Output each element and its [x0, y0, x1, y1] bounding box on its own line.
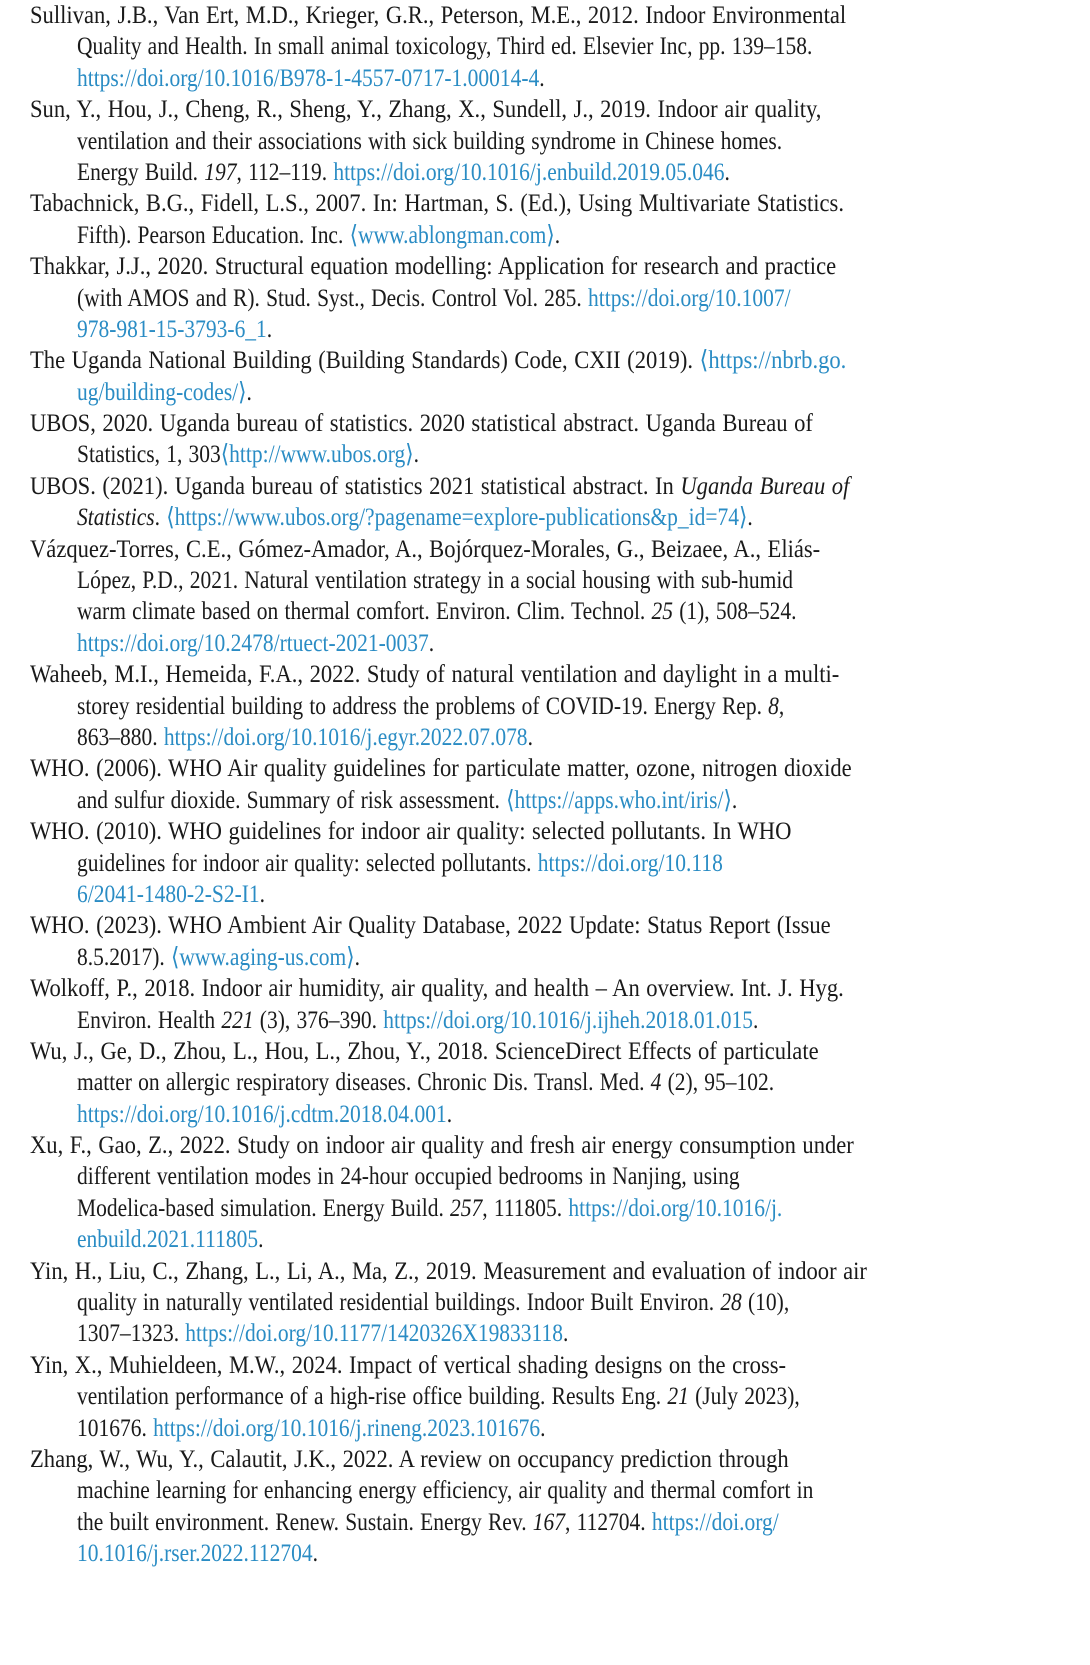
reference-italic-text: 28	[720, 1289, 742, 1317]
reference-continuation-line	[77, 848, 1007, 879]
reference-first-line	[30, 1444, 1007, 1475]
reference-text: Statistics, 1, 303	[77, 441, 221, 469]
reference-continuation-line	[77, 1161, 1007, 1192]
reference-text: .	[724, 158, 730, 186]
reference-entry	[0, 0, 1090, 94]
reference-continuation-line	[77, 1005, 1007, 1036]
reference-continuation-line	[77, 377, 1007, 408]
reference-text: Fifth). Pearson Education. Inc.	[77, 221, 350, 249]
reference-continuation-line	[77, 1287, 1007, 1318]
reference-first-line	[30, 659, 1007, 690]
reference-italic-text: 167	[532, 1508, 566, 1536]
reference-entry	[0, 408, 1090, 471]
reference-text: .	[731, 786, 738, 814]
reference-text: UBOS. (2021). Uganda bureau of statistics 2021 statistical abstract. In	[30, 472, 681, 500]
reference-continuation-line	[77, 126, 1007, 157]
reference-text: , 112–119.	[236, 158, 334, 186]
reference-text: López, P.D., 2021. Natural ventilation strategy in a social housing with sub-humid	[77, 567, 794, 595]
reference-link[interactable]: 978-981-15-3793-6_1	[77, 315, 267, 343]
reference-italic-text: 257	[450, 1194, 483, 1222]
reference-continuation-line	[77, 879, 1007, 910]
reference-link[interactable]: https://doi.org/10.1177/1420326X19833118	[185, 1320, 563, 1348]
reference-entry	[0, 973, 1090, 1036]
reference-text: .	[154, 504, 167, 532]
reference-text: .	[266, 315, 273, 343]
reference-text: .	[747, 504, 753, 532]
reference-continuation-line	[77, 1475, 1007, 1506]
reference-first-line	[30, 910, 1007, 941]
reference-link[interactable]: https://doi.org/10.1016/B978-1-4557-0717-1.00014-4	[77, 64, 540, 92]
reference-entry	[0, 910, 1090, 973]
reference-entry	[0, 94, 1090, 188]
reference-link[interactable]: ⟨www.aging-us.com⟩	[170, 943, 355, 971]
reference-first-line	[30, 1130, 1007, 1161]
reference-link[interactable]: https://doi.org/10.1016/j.	[568, 1194, 783, 1222]
reference-first-line	[30, 471, 1007, 502]
reference-text: and sulfur dioxide. Summary of risk assessment.	[77, 786, 507, 814]
reference-text: ventilation performance of a high-rise office building. Results Eng.	[77, 1383, 668, 1411]
reference-text: , 112704.	[565, 1508, 652, 1536]
reference-continuation-line	[77, 691, 1007, 722]
reference-text: .	[312, 1540, 318, 1568]
reference-link[interactable]: https://doi.org/10.1007/	[588, 284, 791, 312]
reference-entry	[0, 1350, 1090, 1444]
reference-link[interactable]: https://doi.org/10.1016/j.rineng.2023.101676	[153, 1414, 541, 1442]
reference-italic-text: 8	[768, 692, 779, 720]
reference-text: .	[258, 1226, 264, 1254]
reference-continuation-line	[77, 722, 1007, 753]
reference-link[interactable]: ⟨https://nbrb.go.	[699, 347, 847, 375]
reference-text: (10),	[741, 1289, 790, 1317]
reference-entry	[0, 1036, 1090, 1130]
reference-continuation-line	[77, 596, 1007, 627]
reference-text: .	[446, 1100, 453, 1128]
reference-text: (1), 508–524.	[673, 598, 797, 626]
reference-entry	[0, 345, 1090, 408]
reference-link[interactable]: https://doi.org/10.1016/j.egyr.2022.07.078	[163, 723, 528, 751]
reference-text: Yin, X., Muhieldeen, M.W., 2024. Impact of vertical shading designs on the cross-	[30, 1351, 787, 1379]
reference-text: Sullivan, J.B., Van Ert, M.D., Krieger, G.R., Peterson, M.E., 2012. Indoor Environmental	[30, 2, 847, 29]
reference-link[interactable]: ⟨https://www.ubos.org/?pagename=explore-publications&p_id=74⟩	[166, 504, 748, 532]
reference-text: 8.5.2017).	[77, 943, 171, 971]
reference-text: 1307–1323.	[77, 1320, 186, 1348]
reference-continuation-line	[77, 785, 1007, 816]
reference-first-line	[30, 534, 1007, 565]
reference-italic-text: 197	[204, 158, 237, 186]
reference-continuation-line	[77, 31, 1007, 62]
reference-text: ,	[778, 692, 785, 720]
reference-continuation-line	[77, 502, 1007, 533]
reference-continuation-line	[77, 565, 1007, 596]
reference-text: .	[246, 378, 252, 406]
reference-first-line	[30, 188, 1007, 219]
reference-continuation-line	[77, 1507, 1007, 1538]
reference-link[interactable]: ⟨https://apps.who.int/iris/⟩	[506, 786, 732, 814]
reference-first-line	[30, 1256, 1007, 1287]
reference-entry	[0, 816, 1090, 910]
reference-first-line	[30, 1350, 1007, 1381]
reference-italic-text: 21	[667, 1383, 689, 1411]
reference-text: quality in naturally ventilated residential buildings. Indoor Built Environ.	[77, 1289, 721, 1317]
reference-italic-text: Uganda Bureau of	[680, 472, 850, 500]
reference-text: .	[540, 1414, 546, 1442]
reference-continuation-line	[77, 157, 1007, 188]
reference-text: 863–880.	[77, 723, 164, 751]
reference-entry	[0, 534, 1090, 660]
reference-continuation-line	[77, 1224, 1007, 1255]
reference-first-line	[30, 345, 1007, 376]
reference-text: Wu, J., Ge, D., Zhou, L., Hou, L., Zhou, Y., 2018. ScienceDirect Effects of particulate	[30, 1037, 819, 1065]
reference-entry	[0, 1256, 1090, 1350]
reference-continuation-line	[77, 1413, 1007, 1444]
reference-link[interactable]: enbuild.2021.111805	[77, 1226, 259, 1254]
reference-text: Modelica-based simulation. Energy Build.	[77, 1194, 451, 1222]
reference-text: (with AMOS and R). Stud. Syst., Decis. Control Vol. 285.	[77, 284, 589, 312]
reference-text: (July 2023),	[688, 1383, 800, 1411]
reference-continuation-line	[77, 63, 1007, 94]
reference-italic-text: Statistics	[77, 504, 155, 532]
reference-text: , 111805.	[482, 1194, 569, 1222]
reference-first-line	[30, 408, 1007, 439]
reference-text: WHO. (2006). WHO Air quality guidelines for particulate matter, ozone, nitrogen dioxide	[30, 755, 852, 783]
reference-first-line	[30, 94, 1007, 125]
reference-text: .	[539, 64, 545, 92]
reference-continuation-line	[77, 220, 1007, 251]
reference-entry	[0, 471, 1090, 534]
reference-continuation-line	[77, 314, 1007, 345]
reference-text: UBOS, 2020. Uganda bureau of statistics. 2020 statistical abstract. Uganda Bureau of	[30, 410, 813, 438]
reference-continuation-line	[77, 1318, 1007, 1349]
reference-first-line	[30, 816, 1007, 847]
reference-text: Thakkar, J.J., 2020. Structural equation modelling: Application for research and practice	[30, 253, 837, 281]
reference-text: Wolkoff, P., 2018. Indoor air humidity, air quality, and health – An overview. Int. J. Hyg.	[30, 975, 844, 1003]
reference-link[interactable]: ug/building-codes/⟩	[77, 378, 247, 406]
reference-link[interactable]: ⟨http://www.ubos.org⟩	[220, 441, 414, 469]
reference-entry	[0, 188, 1090, 251]
reference-link[interactable]: https://doi.org/	[651, 1508, 779, 1536]
reference-text: .	[753, 1006, 759, 1034]
reference-text: guidelines for indoor air quality: selected pollutants.	[77, 849, 538, 877]
reference-text: .	[562, 1320, 569, 1348]
reference-text: .	[527, 723, 533, 751]
reference-text: Zhang, W., Wu, Y., Calautit, J.K., 2022. A review on occupancy prediction through	[30, 1445, 789, 1473]
reference-link[interactable]: https://doi.org/10.1016/j.ijheh.2018.01.015	[383, 1006, 754, 1034]
reference-continuation-line	[77, 942, 1007, 973]
reference-text: Waheeb, M.I., Hemeida, F.A., 2022. Study of natural ventilation and daylight in a multi-	[30, 661, 840, 689]
reference-continuation-line	[77, 628, 1007, 659]
reference-link[interactable]: https://doi.org/10.1016/j.cdtm.2018.04.001	[77, 1100, 447, 1128]
reference-text: storey residential building to address the problems of COVID-19. Energy Rep.	[77, 692, 769, 720]
reference-text: 101676.	[77, 1414, 154, 1442]
reference-text: .	[259, 880, 266, 908]
reference-text: different ventilation modes in 24-hour occupied bedrooms in Nanjing, using	[77, 1163, 740, 1191]
reference-link[interactable]: 6/2041-1480-2-S2-I1	[77, 880, 260, 908]
reference-link[interactable]: https://doi.org/10.2478/rtuect-2021-0037	[77, 629, 429, 657]
reference-text: Sun, Y., Hou, J., Cheng, R., Sheng, Y., Zhang, X., Sundell, J., 2019. Indoor air quality,	[30, 96, 822, 124]
reference-text: machine learning for enhancing energy efficiency, air quality and thermal comfort in	[77, 1477, 814, 1505]
reference-text: Vázquez-Torres, C.E., Gómez-Amador, A., Bojórquez-Morales, G., Beizaee, A., Eliás-	[30, 535, 821, 563]
reference-text: (3), 376–390.	[253, 1006, 384, 1034]
reference-italic-text: 221	[221, 1006, 254, 1034]
reference-first-line	[30, 973, 1007, 1004]
reference-text: WHO. (2010). WHO guidelines for indoor air quality: selected pollutants. In WHO	[30, 818, 792, 846]
reference-entry	[0, 1130, 1090, 1256]
reference-first-line	[30, 251, 1007, 282]
reference-continuation-line	[77, 283, 1007, 314]
reference-first-line	[30, 1036, 1007, 1067]
reference-text: warm climate based on thermal comfort. Environ. Clim. Technol.	[77, 598, 652, 626]
reference-continuation-line	[77, 1193, 1007, 1224]
reference-text: Quality and Health. In small animal toxicology, Third ed. Elsevier Inc, pp. 139–158.	[77, 33, 813, 61]
reference-text: Xu, F., Gao, Z., 2022. Study on indoor air quality and fresh air energy consumption under	[30, 1132, 854, 1160]
reference-continuation-line	[77, 1538, 1007, 1569]
reference-link[interactable]: https://doi.org/10.1016/j.enbuild.2019.05.046	[333, 158, 725, 186]
reference-continuation-line	[77, 439, 1007, 470]
reference-text: .	[428, 629, 435, 657]
reference-continuation-line	[77, 1099, 1007, 1130]
reference-entry	[0, 1444, 1090, 1570]
reference-first-line	[30, 0, 1007, 31]
reference-text: (2), 95–102.	[661, 1069, 775, 1097]
reference-first-line	[30, 753, 1007, 784]
reference-text: ventilation and their associations with sick building syndrome in Chinese homes.	[77, 127, 783, 155]
reference-entry	[0, 251, 1090, 345]
reference-italic-text: 4	[650, 1069, 662, 1097]
reference-text: WHO. (2023). WHO Ambient Air Quality Database, 2022 Update: Status Report (Issue	[30, 912, 831, 940]
reference-continuation-line	[77, 1067, 1007, 1098]
reference-text: .	[554, 221, 561, 249]
reference-entry	[0, 659, 1090, 753]
reference-text: matter on allergic respiratory diseases. Chronic Dis. Transl. Med.	[77, 1069, 651, 1097]
reference-continuation-line	[77, 1381, 1007, 1412]
reference-text: The Uganda National Building (Building Standards) Code, CXII (2019).	[30, 347, 700, 375]
reference-text: Energy Build.	[77, 158, 205, 186]
reference-text: .	[354, 943, 361, 971]
reference-link[interactable]: ⟨www.ablongman.com⟩	[349, 221, 555, 249]
reference-link[interactable]: 10.1016/j.rser.2022.112704	[77, 1540, 313, 1568]
reference-entry	[0, 753, 1090, 816]
reference-text: the built environment. Renew. Sustain. Energy Rev.	[77, 1508, 533, 1536]
reference-link[interactable]: https://doi.org/10.118	[537, 849, 723, 877]
reference-text: Yin, H., Liu, C., Zhang, L., Li, A., Ma, Z., 2019. Measurement and evaluation of indoor air	[30, 1257, 867, 1285]
reference-italic-text: 25	[651, 598, 674, 626]
reference-text: Tabachnick, B.G., Fidell, L.S., 2007. In: Hartman, S. (Ed.), Using Multivariate Statistics.	[30, 190, 844, 218]
reference-text: Environ. Health	[77, 1006, 222, 1034]
reference-text: .	[413, 441, 420, 469]
